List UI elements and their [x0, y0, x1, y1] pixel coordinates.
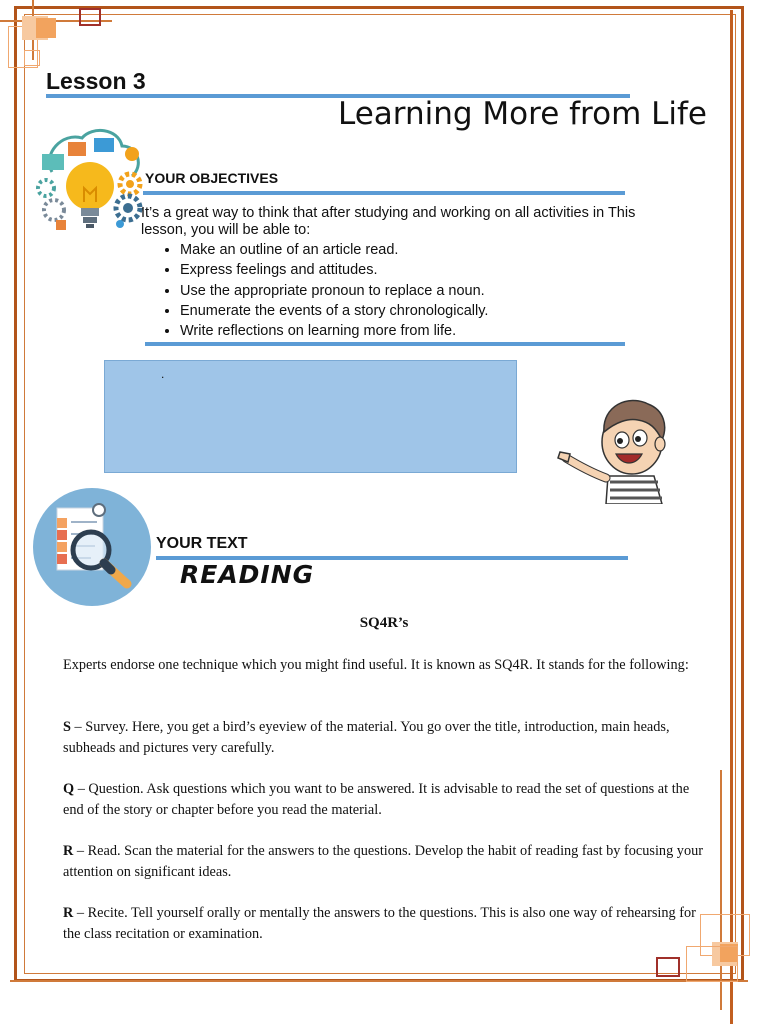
lesson-label: Lesson 3 [46, 68, 146, 94]
step-letter: R [63, 843, 74, 859]
step-text: – Survey. Here, you get a bird’s eyeview of the material. You go over the title, introduction, main heads, subheads and pictures very carefully. [63, 719, 670, 756]
step-text: – Question. Ask questions which you want to be answered. It is advisable to read the set of questions at the end of the story or chapter before you read the material. [63, 781, 690, 818]
divider-rule [143, 191, 625, 195]
step-survey [63, 717, 708, 758]
frame-stroke [730, 10, 733, 1024]
decor-square [656, 957, 680, 977]
step-letter: S [63, 719, 71, 735]
objective-item: • Use the appropriate pronoun to replace a noun. [180, 281, 488, 301]
decor-square [79, 8, 101, 26]
step-question [63, 779, 708, 820]
article-intro: Experts endorse one technique which you might find useful. It is known as SQ4R. It stands for the following: [63, 657, 689, 673]
step-letter: Q [63, 781, 75, 797]
decor-square [36, 18, 56, 38]
objective-item: • Write reflections on learning more from life. [180, 321, 488, 341]
cartoon-boy-pointing [556, 392, 674, 504]
lesson-title: Learning More from Life [338, 96, 708, 132]
objective-item: • Enumerate the events of a story chronologically. [180, 301, 488, 321]
step-recite [63, 903, 708, 944]
objective-item: • Express feelings and attitudes. [180, 260, 488, 280]
objectives-heading: YOUR OBJECTIVES [145, 170, 279, 186]
step-read [63, 841, 708, 882]
decor-square [24, 50, 40, 66]
step-letter: R [63, 905, 74, 921]
decor-square [686, 946, 738, 982]
your-text-heading: YOUR TEXT [156, 535, 248, 552]
speech-box [104, 360, 517, 473]
objective-item: • Make an outline of an article read. [180, 240, 488, 260]
lightbulb-gears-icon [32, 124, 148, 236]
speech-box-text: . [161, 367, 165, 381]
divider-rule [145, 342, 625, 346]
article-title: SQ4R’s [359, 615, 409, 631]
objectives-intro: It’s a great way to think that after studying and working on all activities in This lesson, you will be able to: [141, 205, 636, 238]
frame-stroke [10, 980, 748, 982]
step-text: – Read. Scan the material for the answers to the questions. Develop the habit of reading fast by focusing your attention on significant ideas. [63, 843, 704, 880]
reading-heading: READING [180, 560, 315, 589]
step-text: – Recite. Tell yourself orally or mentally the answers to the questions. This is also one way of rehearsing for the class recitation or examination. [63, 905, 696, 942]
objectives-list [156, 240, 488, 341]
magnifier-document-icon [33, 488, 151, 606]
